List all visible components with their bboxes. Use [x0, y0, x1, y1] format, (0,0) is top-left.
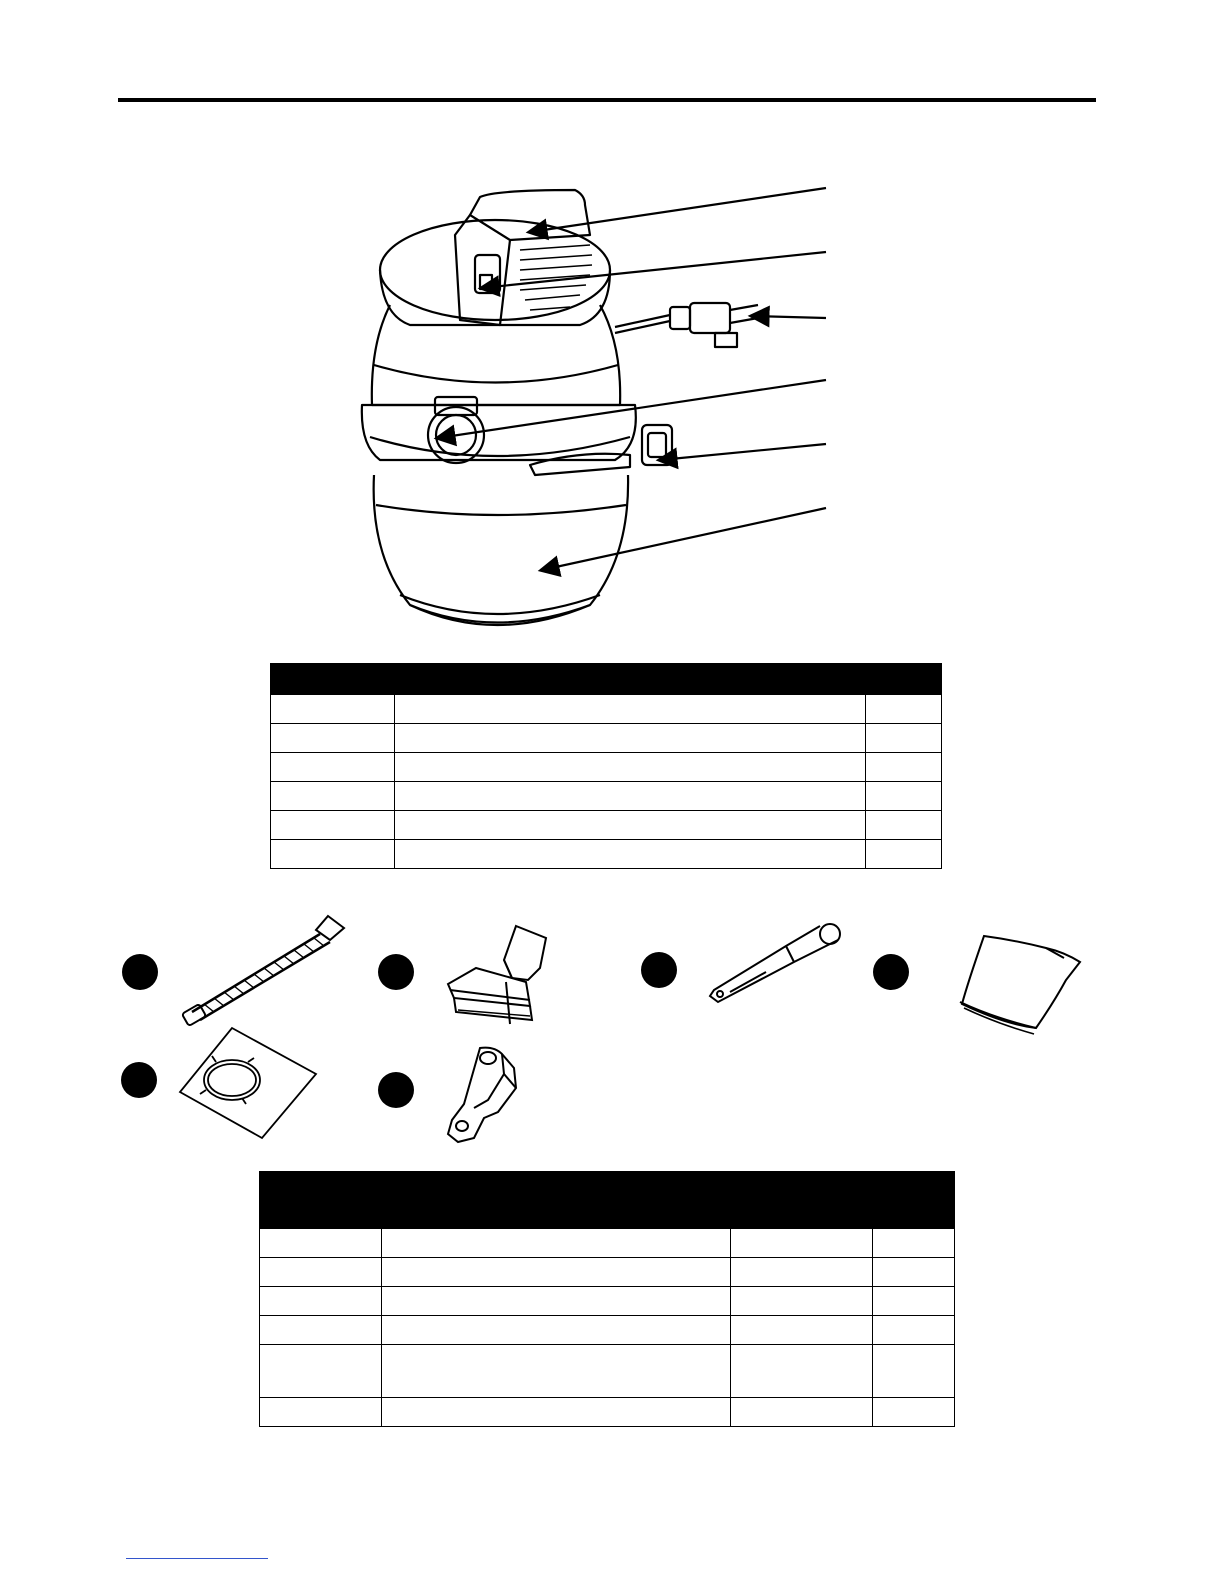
table-row: [271, 782, 942, 811]
callout-line-6: [542, 508, 826, 570]
table-cell: [731, 1316, 873, 1345]
filter-retainer-icon: [176, 1024, 322, 1142]
table-row: [260, 1258, 955, 1287]
table-row: [260, 1398, 955, 1427]
table-row: [271, 811, 942, 840]
table-cell: [381, 1398, 730, 1427]
table-header-row: [271, 664, 942, 695]
accessory-bullet-5: [121, 1062, 157, 1098]
table-cell: [866, 811, 942, 840]
table-cell: [873, 1398, 955, 1427]
table-cell: [873, 1258, 955, 1287]
table-row: [271, 695, 942, 724]
table-cell: [873, 1345, 955, 1398]
table-cell: [394, 695, 865, 724]
table-cell: [381, 1229, 730, 1258]
header-cell: [260, 1172, 382, 1229]
table-cell: [394, 782, 865, 811]
table-cell: [381, 1287, 730, 1316]
parts-table: [270, 663, 942, 869]
table-cell: [394, 811, 865, 840]
accessory-bullet-1: [122, 954, 158, 990]
header-cell: [394, 664, 865, 695]
table-cell: [394, 840, 865, 869]
extension-hose-icon: [178, 908, 350, 1030]
table-cell: [271, 840, 395, 869]
callout-line-1: [530, 188, 826, 232]
table-cell: [271, 724, 395, 753]
table-cell: [260, 1316, 382, 1345]
accessory-bullet-6: [378, 1072, 414, 1108]
table-cell: [866, 724, 942, 753]
table-cell: [260, 1345, 382, 1398]
table-cell: [731, 1229, 873, 1258]
table-cell: [866, 840, 942, 869]
table-cell: [873, 1287, 955, 1316]
table-cell: [873, 1229, 955, 1258]
table-row: [260, 1345, 955, 1398]
table-row: [260, 1316, 955, 1345]
bottom-link-underline[interactable]: [126, 1558, 268, 1559]
filter-bag-icon: [954, 932, 1084, 1038]
table-row: [271, 840, 942, 869]
table-cell: [394, 753, 865, 782]
accessory-bullet-2: [378, 954, 414, 990]
callout-line-4: [438, 380, 826, 438]
accessory-bullet-3: [641, 952, 677, 988]
table-cell: [271, 753, 395, 782]
table-row: [260, 1287, 955, 1316]
header-cell: [866, 664, 942, 695]
table-cell: [381, 1316, 730, 1345]
header-cell: [873, 1172, 955, 1229]
table-cell: [731, 1345, 873, 1398]
table-cell: [260, 1229, 382, 1258]
table-cell: [271, 811, 395, 840]
table-cell: [260, 1398, 382, 1427]
callout-lines: [0, 0, 1224, 700]
table-cell: [381, 1345, 730, 1398]
table-cell: [271, 695, 395, 724]
table-header-row: [260, 1172, 955, 1229]
table-row: [271, 724, 942, 753]
header-cell: [381, 1172, 730, 1229]
hose-holder-icon: [444, 1044, 524, 1146]
table-cell: [866, 782, 942, 811]
header-cell: [271, 664, 395, 695]
accessory-bullet-4: [873, 954, 909, 990]
table-cell: [394, 724, 865, 753]
table-cell: [866, 695, 942, 724]
table-cell: [260, 1287, 382, 1316]
callout-line-3: [752, 316, 826, 318]
table-cell: [866, 753, 942, 782]
accessory-table: [259, 1171, 955, 1427]
table-cell: [731, 1287, 873, 1316]
table-cell: [731, 1398, 873, 1427]
header-cell: [731, 1172, 873, 1229]
table-cell: [271, 782, 395, 811]
table-row: [260, 1229, 955, 1258]
crevice-tool-icon: [706, 918, 844, 1006]
floor-nozzle-icon: [446, 920, 554, 1032]
callout-line-5: [660, 444, 826, 460]
table-cell: [260, 1258, 382, 1287]
table-cell: [381, 1258, 730, 1287]
table-cell: [731, 1258, 873, 1287]
table-row: [271, 753, 942, 782]
table-cell: [873, 1316, 955, 1345]
callout-line-2: [482, 252, 826, 288]
